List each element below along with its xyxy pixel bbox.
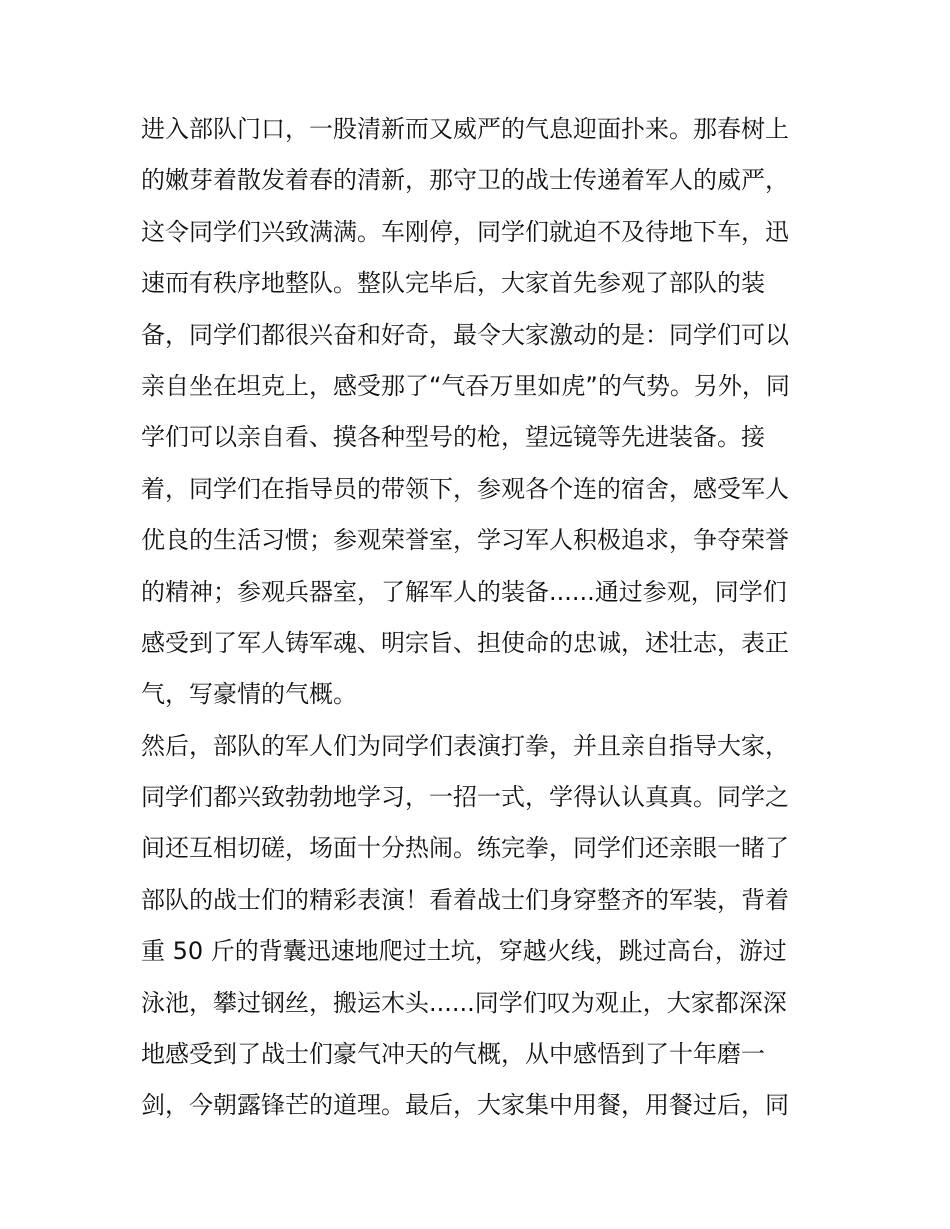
text-line: 同学们都兴致勃勃地学习，一招一式，学得认认真真。同学之 <box>141 783 789 812</box>
text-line: 地感受到了战士们豪气冲天的气概，从中感悟到了十年磨一 <box>141 1040 765 1069</box>
text-line: 备，同学们都很兴奋和好奇，最令大家激动的是：同学们可以 <box>141 320 789 349</box>
text-line: 部队的战士们的精彩表演！看着战士们身穿整齐的军装，背着 <box>141 885 789 914</box>
text-line: 剑，今朝露锋芒的道理。最后，大家集中用餐，用餐过后，同 <box>141 1091 789 1120</box>
body-text <box>141 104 821 1132</box>
text-line: 进入部队门口，一股清新而又威严的气息迎面扑来。那春树上 <box>141 115 789 143</box>
text-line: 然后，部队的军人们为同学们表演打拳，并且亲自指导大家， <box>141 731 789 760</box>
text-line: 间还互相切磋，场面十分热闹。练完拳，同学们还亲眼一睹了 <box>141 834 789 863</box>
text-line: 气，写豪情的气概。 <box>141 680 357 709</box>
text-line: 的嫩芽着散发着春的清新，那守卫的战士传递着军人的威严， <box>141 166 789 195</box>
text-line: 重 50 斤的背囊迅速地爬过土坑，穿越火线，跳过高台，游过 <box>141 937 787 966</box>
text-line: 速而有秩序地整队。整队完毕后，大家首先参观了部队的装 <box>141 269 765 298</box>
text-line: 着，同学们在指导员的带领下，参观各个连的宿舍，感受军人 <box>141 474 789 503</box>
text-line: 感受到了军人铸军魂、明宗旨、担使命的忠诚，述壮志，表正 <box>141 628 789 657</box>
text-line: 学们可以亲自看、摸各种型号的枪，望远镜等先进装备。接 <box>141 423 765 452</box>
text-line: 亲自坐在坦克上，感受那了“气吞万里如虎”的气势。另外，同 <box>141 371 790 400</box>
text-line: 的精神；参观兵器室，了解军人的装备......通过参观，同学们 <box>141 577 787 606</box>
text-line: 泳池，攀过钢丝，搬运木头......同学们叹为观止，大家都深深 <box>141 988 787 1017</box>
text-line: 优良的生活习惯；参观荣誉室，学习军人积极追求，争夺荣誉 <box>141 526 789 555</box>
text-line: 这令同学们兴致满满。车刚停，同学们就迫不及待地下车，迅 <box>141 217 789 246</box>
